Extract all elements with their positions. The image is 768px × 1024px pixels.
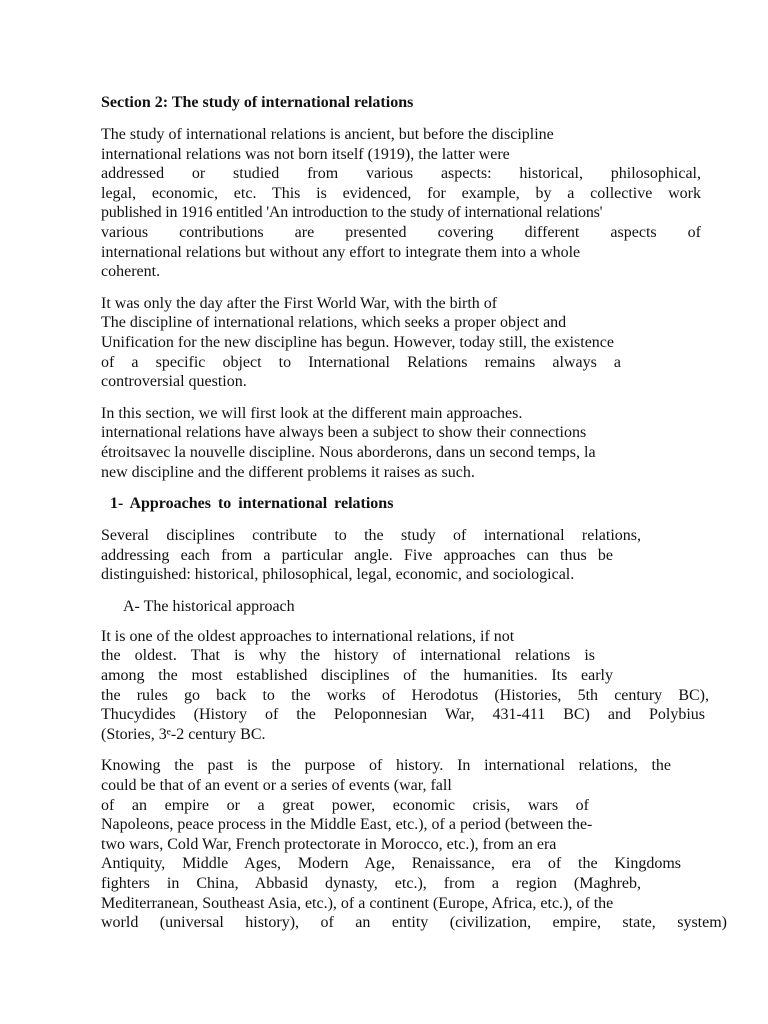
paragraph-line: international relations but without any effort to integrate them into a whole (101, 243, 581, 261)
paragraph-line: étroitsavec la nouvelle discipline. Nous aborderons, dans un second temps, la (101, 443, 596, 461)
paragraph-4 (101, 526, 701, 585)
paragraph-6 (101, 756, 727, 932)
paragraph-line: Napoleons, peace process in the Middle East, etc.), of a period (between the- (101, 816, 593, 834)
paragraph-line: Mediterranean, Southeast Asia, etc.), of a continent (Europe, Africa, etc.), of the (101, 894, 614, 912)
paragraph-line: international relations was not born itself (1919), the latter were (101, 145, 510, 163)
paragraph-line: Thucydides (History of the Peloponnesian War, 431-411 BC) and Polybius (101, 706, 705, 724)
section-title: Section 2: The study of international relations (101, 94, 414, 111)
paragraph-1 (101, 125, 701, 282)
paragraph-2 (101, 294, 701, 392)
paragraph-line: world (universal history), of an entity (civilization, empire, state, system) (101, 914, 727, 932)
paragraph-line: of a specific object to International Relations remains always a (101, 353, 621, 371)
paragraph-line: Antiquity, Middle Ages, Modern Age, Renaissance, era of the Kingdoms (101, 855, 681, 873)
paragraph-line: two wars, Cold War, French protectorate in Morocco, etc.), from an era (101, 835, 557, 853)
paragraph-line: fighters in China, Abbasid dynasty, etc.), from a region (Maghreb, (101, 875, 641, 892)
paragraph-line: the oldest. That is why the history of international relations is (101, 647, 595, 665)
paragraph-3 (101, 404, 701, 482)
paragraph-line: among the most established disciplines of the humanities. Its early (101, 667, 613, 685)
paragraph-line: the rules go back to the works of Herodotus (Histories, 5th century BC), (101, 686, 709, 704)
paragraph-line: It is one of the oldest approaches to international relations, if not (101, 627, 515, 645)
paragraph-line: Unification for the new discipline has begun. However, today still, the existence (101, 333, 614, 351)
paragraph-line: new discipline and the different problems it raises as such. (101, 463, 475, 481)
paragraph-line: The study of international relations is ancient, but before the discipline (101, 126, 554, 143)
paragraph-line: coherent. (101, 263, 161, 281)
paragraph-line: addressing each from a particular angle. Five approaches can thus be (101, 546, 613, 564)
paragraph-line: Knowing the past is the purpose of history. In international relations, the (101, 757, 671, 775)
paragraph-line: (Stories, 3ᵉ-2 century BC. (101, 725, 266, 743)
paragraph-line: addressed or studied from various aspects: historical, philosophical, (101, 165, 701, 183)
paragraph-line: Several disciplines contribute to the study of international relations, (101, 527, 641, 545)
paragraph-line: various contributions are presented covering different aspects of (101, 223, 701, 241)
paragraph-line: could be that of an event or a series of events (war, fall (101, 777, 452, 795)
subheading-approaches: 1- Approaches to international relations (110, 495, 394, 513)
paragraph-line: It was only the day after the First World War, with the birth of (101, 294, 498, 312)
paragraph-line: distinguished: historical, philosophical, legal, economic, and sociological. (101, 566, 575, 584)
paragraph-line: published in 1916 entitled 'An introduction to the study of international relations' (101, 204, 603, 222)
paragraph-line: legal, economic, etc. This is evidenced, for example, by a collective work (101, 184, 701, 202)
subheading-historical-approach: A- The historical approach (123, 597, 295, 615)
paragraph-line: The discipline of international relations, which seeks a proper object and (101, 314, 567, 332)
paragraph-line: controversial question. (101, 373, 247, 391)
paragraph-line: In this section, we will first look at the different main approaches. (101, 404, 523, 422)
paragraph-5 (101, 627, 709, 745)
paragraph-line: international relations have always been a subject to show their connections (101, 424, 587, 442)
document-body (101, 93, 727, 945)
paragraph-line: of an empire or a great power, economic crisis, wars of (101, 796, 589, 814)
